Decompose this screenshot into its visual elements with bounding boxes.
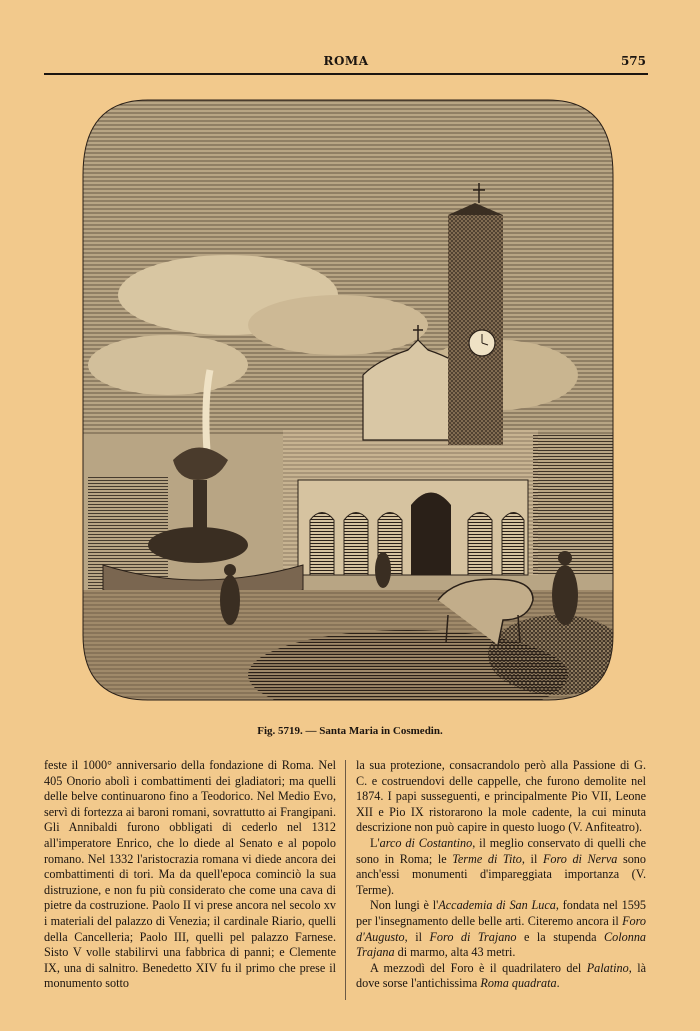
header-rule (44, 73, 648, 75)
text-run: . (556, 976, 560, 991)
text-run: L' (370, 835, 380, 850)
page-number: 575 (620, 54, 646, 68)
text-run: , il (404, 929, 430, 944)
text-column-left (44, 758, 336, 992)
figure-caption (0, 725, 700, 737)
running-title: ROMA (323, 54, 369, 68)
paragraph (356, 961, 646, 992)
text-column-right (356, 758, 646, 992)
engraving-santa-maria-in-cosmedin (78, 95, 618, 705)
text-run-italic: Palatino (586, 960, 629, 975)
text-run: e la stupenda (516, 929, 605, 944)
text-run-italic: Accademia di San Luca (438, 898, 556, 913)
text-run-italic: Terme di Tito (452, 851, 522, 866)
caption-dash: — (302, 725, 320, 737)
paragraph: la sua protezione, consacrandolo però alla Passione di G. C. e costruendovi delle cappelle, che furono demolite nel 1874. I papi susseguenti, e principalmente Pio VII, Leone XII e Pio IX ristorarono la mole cadente, la cui minuta descrizione non può capire in questo luogo (V. Anfiteatro). (356, 758, 646, 835)
engraving-illustration (78, 95, 618, 705)
text-run: , il meglio conservato di quelli che sono in Roma; le (356, 835, 646, 866)
text-run: , là dove sorse l'antichissima (356, 960, 646, 991)
paragraph (356, 836, 646, 898)
paragraph: feste il 1000° anniversario della fondazione di Roma. Nel 405 Onorio abolì i combattimenti dei gladiatori; ma quelli delle belve continuarono fino a Teodorico. Nel Medio Evo, servì di fortezza ai baroni romani, sovrattutto ai Frangipani. Gli Annibaldi furono obbligati di cederlo nel 1312 all'imperatore Enrico, che lo diede al Senato e al popolo romano. Nel 1332 l'aristocrazia romana vi diede ancora dei combattimenti di tori. Ma da quell'epoca cominciò la sua distruzione, e non fu più considerato che come una cava di pietre da costruzione. Paolo II vi prese ancora nel secolo xv i materiali del palazzo di Venezia; il cardinale Riario, quelli della Cancelleria; Paolo III, quelli pel palazzo Farnese. Sisto V volle stabilirvi una fabbrica di panni; e Clemente IX, una di salnitro. Benedetto XIV fu il primo che prese il monumento sotto (44, 758, 336, 991)
figure-number: Fig. 5719. (257, 725, 303, 737)
text-run-italic: Foro d'Augusto (356, 913, 646, 944)
text-run: sono anch'essi monumenti d'impareggiata importanza (V. Terme). (356, 851, 646, 897)
page-header (44, 54, 648, 72)
text-run: A mezzodì del Foro è il quadrilatero del (370, 960, 587, 975)
paragraph (356, 898, 646, 960)
text-run-italic: Foro di Trajano (429, 929, 517, 944)
text-run-italic: Foro di Nerva (542, 851, 618, 866)
text-run: Non lungi è l' (370, 898, 439, 913)
column-divider (345, 760, 346, 1000)
text-run: , fondata nel 1595 per l'insegnamento delle belle arti. Citeremo ancora il (356, 898, 647, 928)
text-run: , il (521, 851, 543, 866)
text-run: di marmo, alta 43 metri. (394, 945, 516, 960)
text-run-italic: Colonna Trajana (356, 929, 647, 960)
text-run-italic: Roma quadrata (480, 976, 557, 991)
figure-title: Santa Maria in Cosmedin. (319, 725, 443, 737)
text-run-italic: arco di Costantino (379, 835, 473, 850)
